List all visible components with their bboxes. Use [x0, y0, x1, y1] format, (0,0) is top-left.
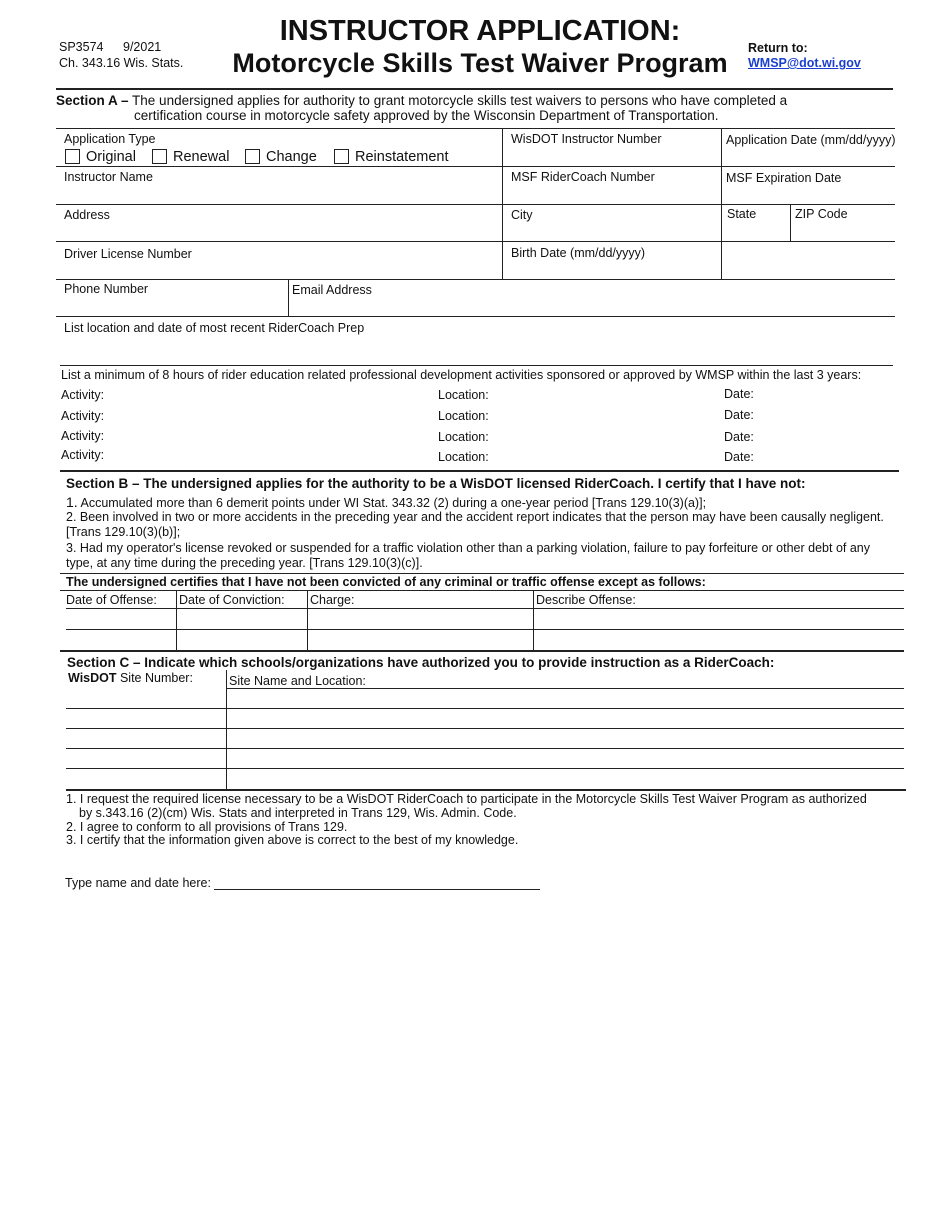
msf-ridercoach-number-field[interactable]: MSF RiderCoach Number [511, 170, 655, 184]
section-c-rule [60, 650, 904, 652]
date-field[interactable]: Date: [724, 450, 754, 464]
grid-line [56, 241, 895, 242]
return-email-link[interactable]: WMSP@dot.wi.gov [748, 56, 861, 70]
offense-date-cell[interactable] [66, 609, 176, 629]
driver-license-number-field[interactable]: Driver License Number [64, 247, 192, 261]
signature-input[interactable] [214, 876, 540, 890]
email-address-field[interactable]: Email Address [292, 283, 372, 297]
grid-line [60, 573, 904, 574]
phone-number-field[interactable]: Phone Number [64, 282, 149, 296]
site-number-cell[interactable] [66, 769, 226, 789]
offense-date-cell[interactable] [66, 630, 176, 650]
activity-field[interactable]: Activity: [61, 448, 105, 462]
grid-line [288, 279, 289, 316]
change-checkbox-label: Change [266, 149, 317, 165]
grid-line [502, 128, 503, 279]
site-name-cell[interactable] [227, 769, 904, 789]
activity-field[interactable]: Activity: [61, 388, 105, 402]
section-b-item2-line2: [Trans 129.10(3)(b)]; [66, 525, 181, 539]
signature-label: Type name and date here: [65, 876, 211, 890]
charge-cell[interactable] [308, 630, 533, 650]
charge-cell[interactable] [308, 609, 533, 629]
statement-2: 2. I agree to conform to all provisions of Trans 129. [66, 820, 348, 834]
section-c-heading: Section C – Indicate which schools/organizations have authorized you to provide instruction as a RiderCoach: [67, 655, 775, 670]
site-number-header-bold: WisDOT [68, 671, 117, 685]
grid-line [56, 204, 895, 205]
section-a-intro-line1: The undersigned applies for authority to grant motorcycle skills test waivers to persons who have completed a [132, 93, 788, 108]
grid-line [66, 789, 906, 791]
site-number-header-rest: Site Number: [116, 671, 193, 685]
charge-header: Charge: [310, 593, 355, 607]
activity-field[interactable]: Activity: [61, 409, 105, 423]
address-field[interactable]: Address [64, 208, 110, 222]
statement-1-line1: 1. I request the required license necessary to be a WisDOT RiderCoach to participate in the Motorcycle Skills Test Waiver Program as authorized [66, 792, 867, 806]
describe-offense-cell[interactable] [534, 630, 904, 650]
msf-expiration-date-field[interactable]: MSF Expiration Date [726, 171, 842, 185]
section-b-item3-line2: type, at any time during the preceding year. [Trans 129.10(3)(c)]. [66, 556, 423, 570]
conviction-date-cell[interactable] [177, 630, 307, 650]
site-name-cell[interactable] [227, 689, 904, 708]
header-rule [56, 88, 893, 90]
birth-date-field[interactable]: Birth Date (mm/dd/yyyy) [511, 246, 646, 260]
city-field[interactable]: City [511, 208, 533, 222]
grid-line [790, 204, 791, 241]
site-name-header: Site Name and Location: [229, 674, 366, 688]
page-title: INSTRUCTOR APPLICATION: [279, 15, 681, 47]
date-field[interactable]: Date: [724, 387, 754, 401]
grid-line [56, 166, 895, 167]
site-number-cell[interactable] [66, 709, 226, 728]
application-date-field[interactable]: Application Date (mm/dd/yyyy) [726, 133, 896, 147]
grid-line [56, 316, 895, 317]
location-field[interactable]: Location: [438, 409, 489, 423]
form-number: SP3574 [59, 40, 104, 54]
site-name-cell[interactable] [227, 729, 904, 748]
section-b-item1-text: Accumulated more than 6 demerit points under WI Stat. 343.32 (2) during a one-year period [Trans 129.10(3)(a)]; [80, 496, 707, 510]
site-number-header [68, 671, 193, 685]
statement-3: 3. I certify that the information given above is correct to the best of my knowledge. [66, 833, 519, 847]
form-date: 9/2021 [123, 40, 162, 54]
statement-1-line2: by s.343.16 (2)(cm) Wis. Stats and interpreted in Trans 129, Wis. Admin. Code. [79, 806, 517, 820]
section-b-heading: Section B – The undersigned applies for the authority to be a WisDOT licensed RiderCoach. I certify that I have not: [66, 476, 806, 491]
location-field[interactable]: Location: [438, 388, 489, 402]
date-field[interactable]: Date: [724, 430, 754, 444]
date-of-conviction-header: Date of Conviction: [179, 593, 285, 607]
grid-line [60, 590, 904, 591]
pd-instruction: List a minimum of 8 hours of rider education related professional development activities sponsored or approved by WMSP within the last 3 years: [61, 368, 862, 382]
site-number-cell[interactable] [66, 749, 226, 768]
section-a-intro [56, 93, 787, 108]
instructor-name-field[interactable]: Instructor Name [64, 170, 153, 184]
grid-line [60, 365, 893, 366]
location-field[interactable]: Location: [438, 430, 489, 444]
original-checkbox[interactable] [65, 149, 80, 164]
section-a-heading: Section A – [56, 93, 129, 108]
describe-offense-cell[interactable] [534, 609, 904, 629]
section-b-item2-line1: 2. Been involved in two or more accidents in the preceding year and the accident report indicates that the person may have been causally negligent. [66, 510, 884, 524]
renewal-checkbox[interactable] [152, 149, 167, 164]
statute-reference: Ch. 343.16 Wis. Stats. [59, 56, 184, 70]
section-b-rule [60, 470, 899, 472]
date-of-offense-header: Date of Offense: [66, 593, 157, 607]
zip-code-field[interactable]: ZIP Code [795, 207, 848, 221]
conviction-date-cell[interactable] [177, 609, 307, 629]
application-type-label: Application Type [64, 132, 156, 146]
section-b-item1 [66, 494, 706, 510]
reinstatement-checkbox-label: Reinstatement [355, 149, 449, 165]
change-checkbox[interactable] [245, 149, 260, 164]
grid-line [721, 128, 722, 279]
grid-line [56, 128, 895, 129]
renewal-checkbox-label: Renewal [173, 149, 230, 165]
section-a-intro-line2: certification course in motorcycle safety approved by the Wisconsin Department of Transportation. [134, 108, 719, 123]
grid-line [56, 279, 895, 280]
activity-field[interactable]: Activity: [61, 429, 105, 443]
site-name-cell[interactable] [227, 749, 904, 768]
certify-heading: The undersigned certifies that I have not been convicted of any criminal or traffic offense except as follows: [66, 575, 706, 589]
ridercoach-prep-field[interactable]: List location and date of most recent RiderCoach Prep [64, 321, 365, 335]
original-checkbox-label: Original [86, 149, 136, 165]
site-number-cell[interactable] [66, 689, 226, 708]
page-subtitle: Motorcycle Skills Test Waiver Program [232, 48, 728, 78]
wisdot-instructor-number-field[interactable]: WisDOT Instructor Number [511, 132, 662, 146]
site-number-cell[interactable] [66, 729, 226, 748]
return-to-label: Return to: [748, 41, 808, 55]
describe-offense-header: Describe Offense: [536, 593, 636, 607]
section-b-item1-number: 1. [66, 494, 78, 510]
site-name-cell[interactable] [227, 709, 904, 728]
date-field[interactable]: Date: [724, 408, 754, 422]
state-field[interactable]: State [727, 207, 757, 221]
location-field[interactable]: Location: [438, 450, 489, 464]
section-b-item3-line1: 3. Had my operator's license revoked or suspended for a traffic violation other than a parking violation, failure to pay forfeiture or other debt of any [66, 541, 870, 555]
reinstatement-checkbox[interactable] [334, 149, 349, 164]
